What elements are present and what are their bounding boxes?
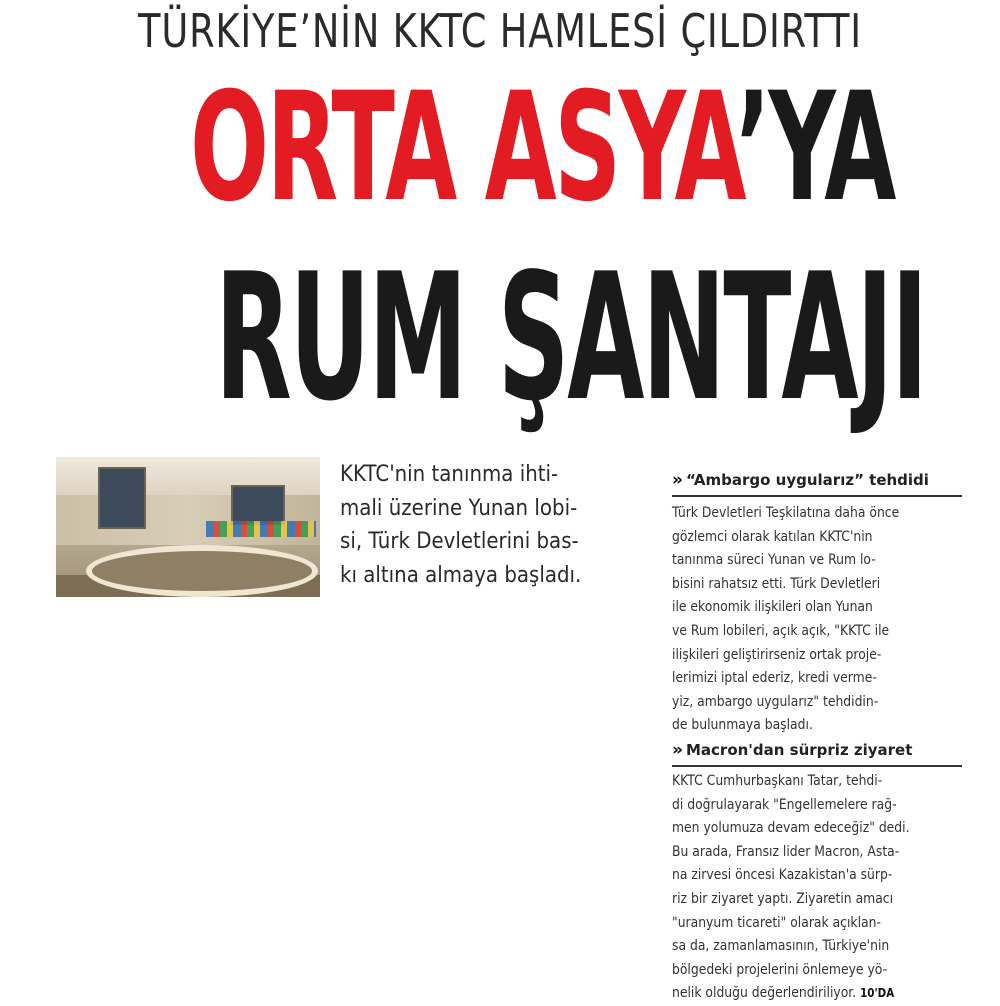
section1-body [672, 502, 963, 738]
lead-line: mali üzerine Yunan lobi- [340, 494, 578, 521]
main-headline-line2: RUM ŞANTAJI [215, 237, 926, 440]
main-headline-line1 [190, 61, 894, 235]
body-line: sa da, zamanlamasının, Türkiye'nin [672, 938, 890, 955]
lead-line: KKTC'nin tanınma ihti- [340, 461, 559, 487]
body-line: Türk Devletleri Teşkilatına daha önce [672, 505, 900, 521]
section2-subheading [672, 740, 962, 767]
lead-line: kı altına almaya başladı. [340, 561, 582, 588]
page-reference[interactable]: 10'DA [860, 986, 895, 1001]
body-line: ve Rum lobileri, açık açık, "KKTC ile [672, 622, 890, 639]
chevron-icon: » [672, 470, 680, 490]
chevron-icon: » [672, 740, 680, 760]
body-line: Bu arada, Fransız lider Macron, Asta- [672, 843, 900, 860]
body-line: na zirvesi öncesi Kazakistan'a sürp- [672, 867, 893, 884]
body-line: di doğrulayarak "Engellemelere rağ- [672, 796, 897, 813]
summit-photo [56, 457, 320, 597]
photo-round-table [86, 545, 318, 597]
headline-red-part: ORTA ASYA [190, 61, 736, 235]
photo-flags [206, 521, 316, 537]
body-line: lerimizi iptal ederiz, kredi verme- [672, 670, 877, 687]
body-line: men yolumuza devam edeceğiz" dedi. [672, 820, 910, 837]
body-line: gözlemci olarak katılan KKTC'nin [672, 528, 873, 545]
section1-title: “Ambargo uygularız” tehdidi [685, 471, 929, 489]
body-line: tanınma süreci Yunan ve Rum lo- [672, 552, 876, 569]
body-line: bölgedeki projelerini önlemeye yö- [672, 961, 888, 978]
lead-line: si, Türk Devletlerini bas- [340, 528, 579, 554]
photo-screen-right [231, 485, 285, 525]
body-line: ile ekonomik ilişkileri olan Yunan [672, 599, 873, 616]
headline-black-part: ’YA [735, 61, 894, 235]
body-line: KKTC Cumhurbaşkanı Tatar, tehdi- [672, 773, 883, 789]
section1-subheading [672, 470, 962, 497]
photo-screen-left [98, 467, 146, 529]
body-line: yiz, ambargo uygularız" tehdidin- [672, 693, 879, 710]
section2-title: Macron'dan sürpriz ziyaret [685, 741, 913, 759]
section2-body [672, 770, 963, 1006]
body-line-text: nelik olduğu değerlendiriliyor. [672, 985, 857, 1002]
kicker-headline: TÜRKİYE’NİN KKTC HAMLESİ ÇILDIRTTI [138, 4, 862, 58]
body-line [672, 982, 963, 1006]
lead-paragraph [340, 458, 659, 592]
body-line: de bulunmaya başladı. [672, 717, 813, 734]
body-line: ilişkileri geliştirirseniz ortak proje- [672, 646, 882, 663]
body-line: riz bir ziyaret yaptı. Ziyaretin amacı [672, 890, 894, 907]
body-line: "uranyum ticareti" olarak açıklan- [672, 914, 881, 931]
body-line: bisini rahatsız etti. Türk Devletleri [672, 575, 881, 592]
